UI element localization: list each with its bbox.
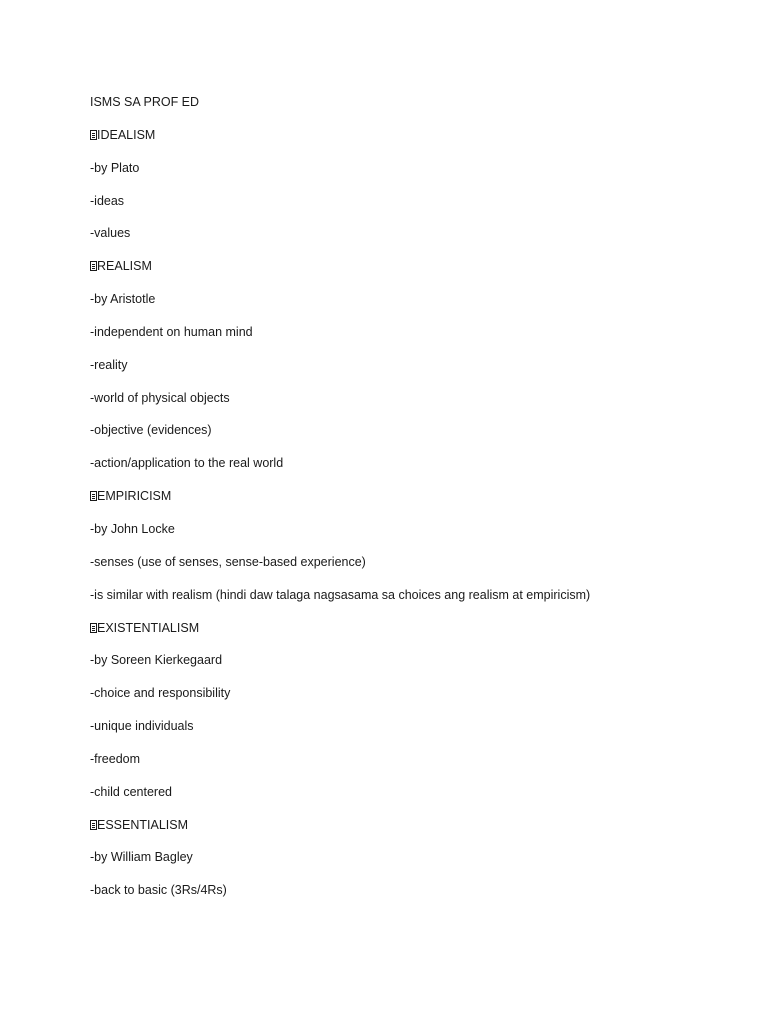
section-heading-text: REALISM [97, 259, 152, 274]
list-item: -by Soreen Kierkegaard [90, 653, 223, 668]
document-body [90, 94, 590, 915]
list-item: -by William Bagley [90, 850, 193, 865]
missing-glyph-icon [90, 491, 97, 501]
section-heading-existentialism [90, 620, 590, 636]
missing-glyph-icon [90, 623, 97, 633]
document-title: ISMS SA PROF ED [90, 95, 200, 109]
list-item: -world of physical objects [90, 390, 230, 405]
section-heading-empiricism [90, 488, 590, 504]
list-item: -child centered [90, 784, 172, 799]
list-item: -by Plato [90, 160, 140, 175]
missing-glyph-icon [90, 820, 97, 830]
section-heading-text: IDEALISM [97, 127, 156, 142]
section-heading-text: EXISTENTIALISM [97, 620, 200, 635]
list-item: -senses (use of senses, sense-based experience) [90, 554, 366, 569]
list-item: -back to basic (3Rs/4Rs) [90, 883, 227, 898]
section-heading-idealism [90, 127, 590, 143]
missing-glyph-icon [90, 130, 97, 140]
section-heading-text: EMPIRICISM [97, 489, 172, 504]
list-item: -choice and responsibility [90, 686, 231, 701]
list-item: -independent on human mind [90, 324, 253, 339]
list-item: -values [90, 226, 131, 241]
list-item: -reality [90, 357, 128, 372]
section-heading-text: ESSENTIALISM [97, 817, 188, 832]
list-item: -freedom [90, 751, 141, 766]
section-heading-essentialism [90, 817, 590, 833]
list-item: -action/application to the real world [90, 456, 284, 471]
list-item: -objective (evidences) [90, 423, 212, 438]
missing-glyph-icon [90, 261, 97, 271]
list-item: -by Aristotle [90, 292, 156, 307]
list-item: -is similar with realism (hindi daw talaga nagsasama sa choices ang realism at empiricism) [90, 587, 591, 602]
list-item: -unique individuals [90, 719, 194, 734]
list-item: -by John Locke [90, 521, 175, 536]
section-heading-realism [90, 258, 590, 274]
list-item: -ideas [90, 193, 125, 208]
